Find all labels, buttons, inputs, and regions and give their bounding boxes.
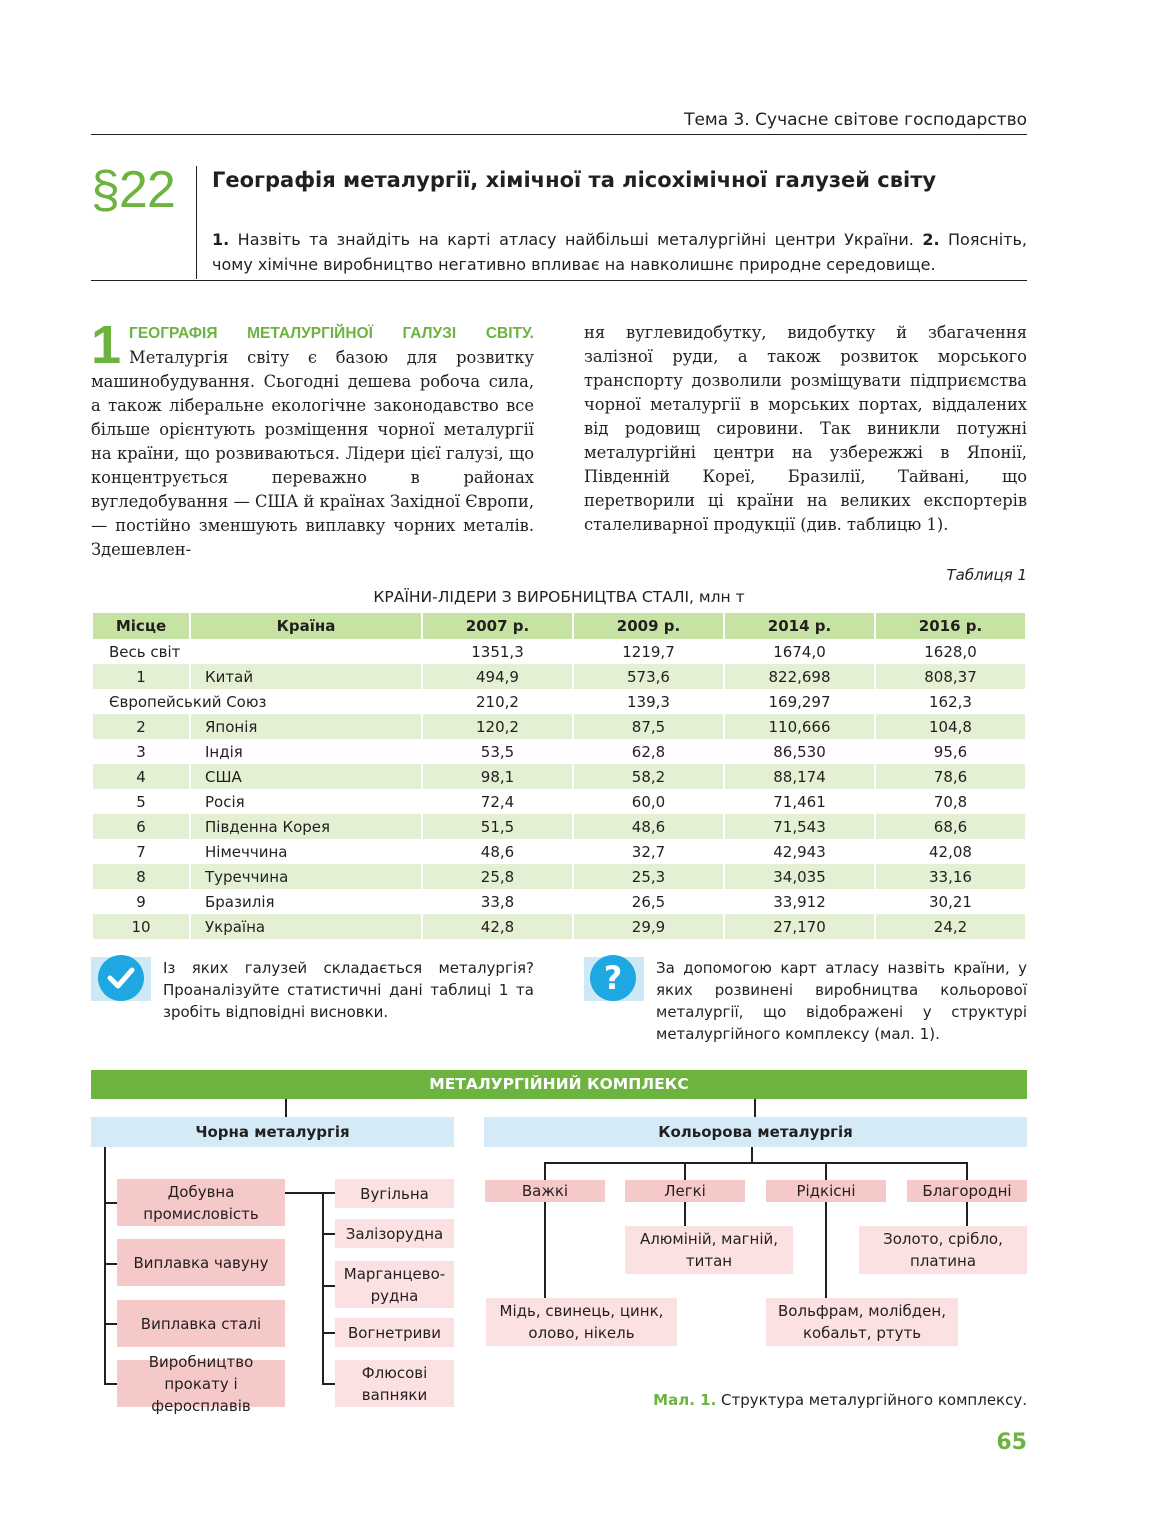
col-header-2009: 2009 р.: [574, 613, 723, 639]
cell-2016: 68,6: [876, 814, 1025, 839]
steel-production-table: [91, 613, 1027, 939]
table-caption: Таблиця 1: [946, 566, 1027, 584]
cell-country: Весь світ: [109, 642, 181, 661]
figure-caption: [653, 1391, 1027, 1409]
cell-country: Китай: [191, 664, 421, 689]
task-question-text: За допомогою карт атласу назвіть країни, у яких розвинені виробництва кольорової металургії, що відображені у структурі металургійного комплексу (мал. 1).: [656, 959, 1027, 1043]
cell-2014: 71,461: [773, 792, 826, 811]
cell-country: Бразилія: [205, 892, 275, 911]
light-metals: Алюміній, магній, титан: [625, 1226, 793, 1274]
stage-mining: Добувна промисловість: [117, 1179, 285, 1226]
col-header-2016: 2016 р.: [876, 613, 1025, 639]
cell-country: Індія: [205, 742, 243, 761]
cell-2016: 33,16: [876, 864, 1025, 889]
question-2-number: 2.: [922, 230, 940, 249]
table-row: [93, 739, 1025, 764]
running-head: Тема 3. Сучасне світове господарство: [684, 110, 1027, 130]
cell-2014: 71,543: [725, 814, 874, 839]
cell-2016: 78,6: [876, 764, 1025, 789]
table-header-row: [93, 613, 1025, 639]
cell-2007: 53,5: [480, 742, 515, 761]
table-row: [93, 764, 1025, 789]
cell-2009: 62,8: [631, 742, 666, 761]
table-body: [93, 639, 1025, 939]
cell-2014: 110,666: [725, 714, 874, 739]
cell-place: 9: [136, 892, 146, 911]
noble-metals: Золото, срібло, платина: [859, 1226, 1027, 1274]
cell-2009: 1219,7: [622, 642, 675, 661]
diagram-root: МЕТАЛУРГІЙНИЙ КОМПЛЕКС: [91, 1070, 1027, 1099]
table-row: [93, 814, 1025, 839]
table-row: [93, 889, 1025, 914]
table-row: [93, 864, 1025, 889]
cell-2009: 32,7: [631, 842, 666, 861]
cell-place: 7: [136, 842, 146, 861]
rare-metals: Вольфрам, молібден, кобальт, ртуть: [766, 1298, 958, 1346]
cell-country: Німеччина: [205, 842, 288, 861]
task-check-text: Із яких галузей складається металургія? Проаналізуйте статистичні дані таблиці 1 та зробіть відповідні висновки.: [163, 959, 534, 1021]
mining-limestone: Флюсові вапняки: [335, 1360, 454, 1407]
group-noble: Благородні: [907, 1180, 1027, 1202]
cell-country: Європейський Союз: [109, 692, 267, 711]
paragraph-number: §22: [91, 161, 175, 219]
cell-country: Південна Корея: [191, 814, 421, 839]
cell-2016: 162,3: [929, 692, 972, 711]
cell-country: Україна: [191, 914, 421, 939]
table-row: [93, 689, 1025, 714]
group-light: Легкі: [625, 1180, 745, 1202]
question-1-number: 1.: [212, 230, 230, 249]
cell-country: Японія: [191, 714, 421, 739]
cell-2016: 24,2: [876, 914, 1025, 939]
check-mark-icon: [107, 966, 135, 990]
cell-2014: 42,943: [773, 842, 826, 861]
cell-2009: 29,9: [574, 914, 723, 939]
table-title: КРАЇНИ-ЛІДЕРИ З ВИРОБНИЦТВА СТАЛІ, млн т: [373, 588, 745, 606]
stage-pig-iron: Виплавка чавуну: [117, 1239, 285, 1286]
cell-2009: 58,2: [574, 764, 723, 789]
cell-2007: 120,2: [423, 714, 572, 739]
column-left-text: Металургія світу є базою для розвитку машинобудування. Сьогодні дешева робоча сила, а також ліберальне екологічне законодавство все більше орієнтують розміщення чорної металургії на країни, що розвиваються. Лідери цієї галузі, що концентрується переважно в районах вугледобування — США й країнах Західної Європи, — постійно зменшують виплавку чорних металів. Здешевлен-: [91, 348, 534, 559]
cell-2016: 70,8: [933, 792, 968, 811]
cell-2007: 210,2: [476, 692, 519, 711]
question-1: Назвіть та знайдіть на карті атласу найбільші металургійні центри України.: [229, 230, 923, 249]
cell-2007: 98,1: [423, 764, 572, 789]
text-column-left: [91, 315, 534, 562]
heavy-metals: Мідь, свинець, цинк, олово, нікель: [486, 1298, 677, 1346]
cell-place: 10: [93, 914, 189, 939]
page-number: 65: [996, 1430, 1027, 1455]
cell-2007: 48,6: [480, 842, 515, 861]
mining-refractories: Вогнетриви: [335, 1318, 454, 1347]
cell-2014: 1674,0: [773, 642, 826, 661]
table-row: [93, 839, 1025, 864]
nonferrous-metallurgy-box: Кольорова металургія: [484, 1117, 1027, 1147]
cell-2014: 33,912: [773, 892, 826, 911]
header-rule: [91, 134, 1027, 135]
check-icon: [98, 955, 144, 1001]
cell-2014: 86,530: [773, 742, 826, 761]
cell-2009: 87,5: [574, 714, 723, 739]
ferrous-metallurgy-box: Чорна металургія: [91, 1117, 454, 1147]
cell-country: Росія: [205, 792, 245, 811]
cell-place: 3: [136, 742, 146, 761]
col-header-place: Місце: [93, 613, 189, 639]
cell-2014: 169,297: [768, 692, 831, 711]
cell-2009: 26,5: [631, 892, 666, 911]
title-divider: [196, 166, 197, 279]
col-header-2007: 2007 р.: [423, 613, 572, 639]
cell-2007: 51,5: [423, 814, 572, 839]
figure-label: Мал. 1.: [653, 1391, 717, 1409]
question-2: Поясніть, чому хімічне виробництво негативно впливає на навколишнє природне середовище.: [212, 230, 1027, 274]
intro-questions: [212, 227, 1027, 277]
cell-2007: 72,4: [480, 792, 515, 811]
text-column-right: [584, 321, 1027, 537]
page-title: Географія металургії, хімічної та лісохімічної галузей світу: [212, 168, 937, 192]
cell-place: 8: [93, 864, 189, 889]
cell-place: 5: [136, 792, 146, 811]
cell-2007: 42,8: [423, 914, 572, 939]
cell-2014: 822,698: [725, 664, 874, 689]
cell-2016: 1628,0: [924, 642, 977, 661]
group-rare: Рідкісні: [766, 1180, 886, 1202]
cell-place: 4: [93, 764, 189, 789]
table-row: [93, 914, 1025, 939]
stage-steel: Виплавка сталі: [117, 1300, 285, 1347]
col-header-country: Країна: [191, 613, 421, 639]
col-header-2014: 2014 р.: [725, 613, 874, 639]
cell-place: 1: [93, 664, 189, 689]
cell-2016: 104,8: [876, 714, 1025, 739]
cell-2016: 808,37: [876, 664, 1025, 689]
mining-manganese: Марганцево- рудна: [335, 1261, 454, 1308]
questions-rule: [91, 280, 1027, 281]
group-heavy: Важкі: [485, 1180, 605, 1202]
cell-country: США: [191, 764, 421, 789]
cell-2016: 95,6: [933, 742, 968, 761]
table-row: [93, 714, 1025, 739]
mining-iron-ore: Залізорудна: [335, 1219, 454, 1248]
mining-coal: Вугільна: [335, 1179, 454, 1208]
table-row: [93, 639, 1025, 664]
question-icon: ?: [590, 955, 636, 1001]
cell-2014: 34,035: [725, 864, 874, 889]
cell-2009: 48,6: [574, 814, 723, 839]
cell-2007: 33,8: [480, 892, 515, 911]
stage-rolling: Виробництво прокату і феросплавів: [117, 1360, 285, 1407]
cell-2009: 139,3: [627, 692, 670, 711]
cell-2009: 60,0: [631, 792, 666, 811]
cell-2014: 27,170: [725, 914, 874, 939]
cell-2007: 25,8: [423, 864, 572, 889]
cell-2016: 30,21: [929, 892, 972, 911]
cell-place: 2: [93, 714, 189, 739]
figure-text: Структура металургійного комплексу.: [716, 1391, 1027, 1409]
column-right-text: ня вуглевидобутку, видобутку й збагачення залізної руди, а також розвиток морського транспорту дозволили розміщувати підприємства чорної металургії в морських портах, віддалених від родовищ сировини. Так виникли потужні металургійні центри на узбережжі в Японії, Південній Кореї, Бразилії, Тайвані, що перетворили ці країни на великих експортерів сталеливарної продукції (див. таблицю 1).: [584, 323, 1027, 534]
cell-2016: 42,08: [929, 842, 972, 861]
cell-2007: 1351,3: [471, 642, 524, 661]
section-number: 1: [91, 315, 122, 375]
cell-place: 6: [93, 814, 189, 839]
table-row: [93, 664, 1025, 689]
cell-2009: 573,6: [574, 664, 723, 689]
section-heading: ГЕОГРАФІЯ МЕТАЛУРГІЙНОЇ ГАЛУЗІ СВІТУ.: [129, 325, 534, 342]
cell-2014: 88,174: [725, 764, 874, 789]
cell-country: Туреччина: [191, 864, 421, 889]
cell-2009: 25,3: [574, 864, 723, 889]
cell-2007: 494,9: [423, 664, 572, 689]
table-row: [93, 789, 1025, 814]
